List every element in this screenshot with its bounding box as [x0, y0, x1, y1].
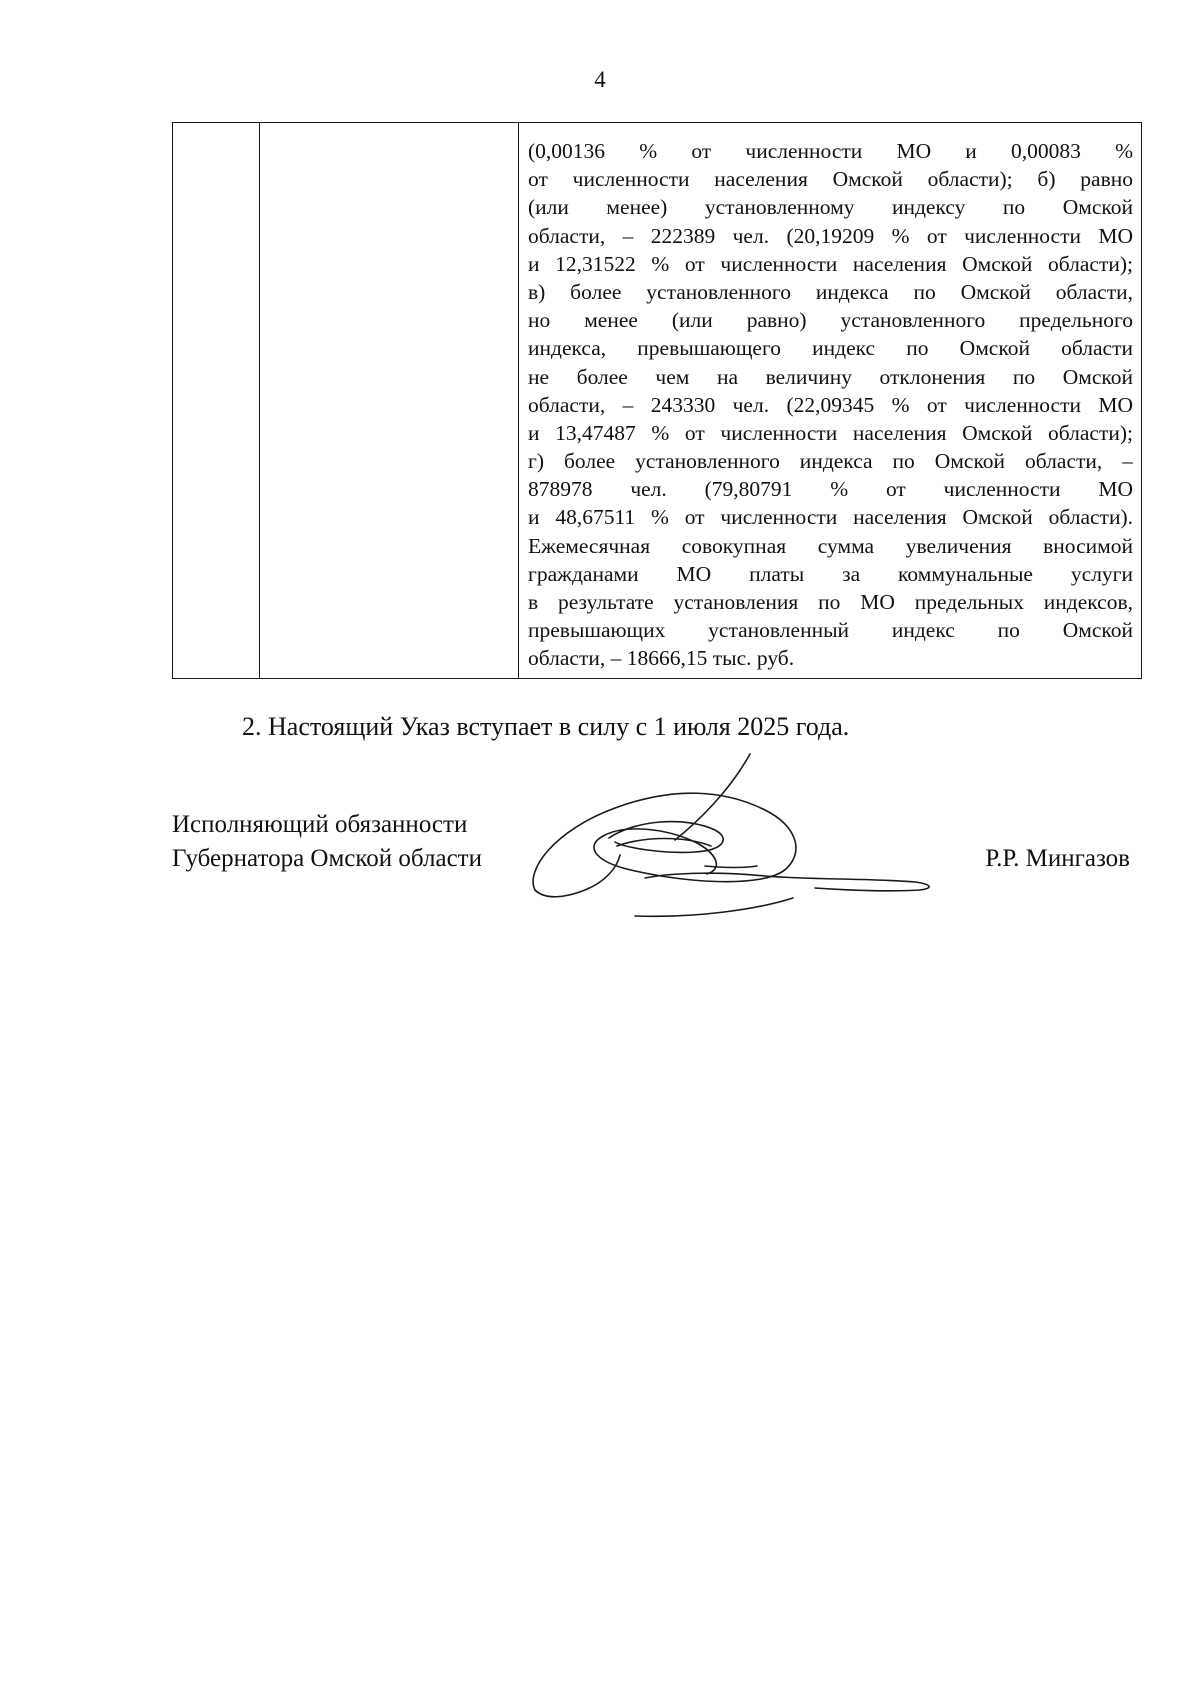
text-line: не более чем на величину отклонения по Омской — [528, 364, 1133, 389]
text-line: г) более установленного индекса по Омской области, – — [528, 449, 1133, 474]
cell-text-block — [519, 123, 1141, 673]
text-line: области, – 18666,15 тыс. руб. — [528, 646, 795, 671]
clause-2-paragraph: 2. Настоящий Указ вступает в силу с 1 июля 2025 года. — [242, 712, 850, 741]
data-table — [172, 122, 1142, 679]
text-line: области, – 243330 чел. (22,09345 % от численности МО — [528, 392, 1133, 417]
text-line: от численности населения Омской области); б) равно — [528, 167, 1133, 192]
text-line: в результате установления по МО предельных индексов, — [528, 590, 1133, 614]
text-line: в) более установленного индекса по Омской области, — [528, 279, 1133, 304]
table-row — [173, 123, 1142, 679]
text-line: и 12,31522 % от численности населения Омской области); — [528, 251, 1133, 276]
text-line: 878978 чел. (79,80791 % от численности МО — [528, 477, 1133, 502]
text-line: и 48,67511 % от численности населения Омской области). — [528, 505, 1133, 530]
table-cell-description — [519, 123, 1142, 679]
text-line: (0,00136 % от численности МО и 0,00083 % — [528, 139, 1133, 163]
signer-title — [172, 808, 482, 876]
handwritten-signature — [525, 750, 985, 930]
text-line: но менее (или равно) установленного предельного — [528, 308, 1133, 333]
signature-drawing — [525, 750, 985, 930]
text-line: гражданами МО платы за коммунальные услуги — [528, 561, 1133, 586]
signer-name: Р.Р. Мингазов — [985, 845, 1130, 872]
text-line: области, – 222389 чел. (20,19209 % от численности МО — [528, 223, 1133, 248]
signer-title-line: Губернатора Омской области — [172, 845, 482, 872]
table-cell-number — [173, 123, 260, 679]
signer-title-line: Исполняющий обязанности — [172, 811, 468, 838]
text-line: индекса, превышающего индекс по Омской области — [528, 336, 1133, 361]
text-line: и 13,47487 % от численности населения Омской области); — [528, 420, 1133, 445]
page-number: 4 — [594, 67, 606, 92]
text-line: (или менее) установленному индексу по Омской — [528, 195, 1133, 220]
text-line: превышающих установленный индекс по Омской — [528, 618, 1133, 643]
table-cell-name — [260, 123, 519, 679]
text-line: Ежемесячная совокупная сумма увеличения вносимой — [528, 533, 1133, 558]
